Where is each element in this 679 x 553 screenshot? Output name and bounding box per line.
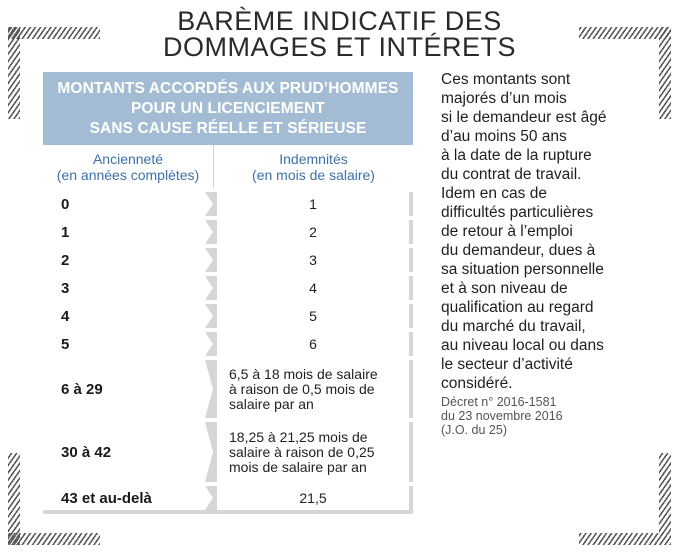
note-line: à la date de la rupture (441, 147, 592, 164)
title-line-2: DOMMAGES ET INTÉRETS (162, 32, 517, 62)
indemnity-cell (217, 422, 409, 482)
seniority-value: 0 (61, 195, 70, 213)
table-header-line-3: SANS CAUSE RÉELLE ET SÉRIEUSE (89, 119, 367, 137)
note-line: majorés d’un mois (441, 90, 567, 107)
column-header-seniority-line-2: (en années complètes) (56, 166, 200, 183)
decree-line: (J.O. du 25) (441, 423, 507, 437)
indemnity-cell: 21,5 (217, 486, 409, 510)
page-title (0, 8, 679, 60)
seniority-cell (43, 360, 213, 418)
seniority-value: 4 (61, 307, 70, 325)
table-row (43, 216, 413, 244)
seniority-cell (43, 192, 213, 216)
indemnity-cell: 4 (217, 276, 409, 300)
explanatory-note (441, 70, 641, 393)
seniority-value: 30 à 42 (61, 443, 112, 461)
column-header-indemnity-line-1: Indemnités (279, 150, 348, 167)
indemnity-cell: 5 (217, 304, 409, 328)
seniority-cell (43, 422, 213, 482)
table-row (43, 418, 413, 482)
indemnity-cell: 2 (217, 220, 409, 244)
note-line: considéré. (441, 375, 513, 392)
indemnity-line: 6,5 à 18 mois de salaire (229, 365, 378, 382)
note-line: de retour à l’emploi (441, 223, 573, 240)
indemnity-cell: 1 (217, 192, 409, 216)
seniority-value: 1 (61, 223, 70, 241)
indemnity-line: mois de salaire par an (229, 458, 367, 475)
table-row (43, 244, 413, 272)
corner-hatch-bottom-right-v (659, 453, 671, 545)
seniority-value: 43 et au-delà (61, 489, 152, 507)
table-row (43, 356, 413, 418)
seniority-cell (43, 248, 213, 272)
seniority-value: 2 (61, 251, 70, 269)
table-row (43, 482, 413, 514)
corner-hatch-bottom-left-h (8, 533, 100, 545)
note-line: du marché du travail, (441, 318, 586, 335)
note-line: Ces montants sont (441, 71, 571, 88)
table-header-line-2: POUR UN LICENCIEMENT (130, 99, 326, 117)
note-line: qualification au regard (441, 299, 594, 316)
note-line: le secteur d’activité (441, 356, 573, 373)
note-line: au niveau local ou dans (441, 337, 604, 354)
indemnity-line: à raison de 0,5 mois de (229, 380, 375, 397)
corner-hatch-bottom-left-v (8, 453, 20, 545)
note-line: du demandeur, dues à (441, 242, 596, 259)
seniority-cell (43, 304, 213, 328)
indemnity-line: salaire à raison de 0,25 (229, 443, 375, 460)
column-header-indemnity (214, 145, 413, 188)
title-line-1: BARÈME INDICATIF DES (177, 6, 502, 36)
table-row (43, 328, 413, 356)
indemnity-line: salaire par an (229, 395, 314, 412)
note-line: difficultés particulières (441, 204, 594, 221)
indemnity-table (43, 72, 413, 514)
note-line: du contrat de travail. (441, 166, 582, 183)
seniority-value: 6 à 29 (61, 380, 103, 398)
indemnity-cell: 3 (217, 248, 409, 272)
note-line: sa situation personnelle (441, 261, 604, 278)
table-header (43, 72, 413, 145)
seniority-cell (43, 276, 213, 300)
corner-hatch-bottom-right-h (579, 533, 671, 545)
column-headers (43, 145, 413, 188)
seniority-value: 5 (61, 335, 70, 353)
table-row (43, 272, 413, 300)
decree-line: du 23 novembre 2016 (441, 409, 563, 423)
note-line: d’au moins 50 ans (441, 128, 567, 145)
table-header-line-1: MONTANTS ACCORDÉS AUX PRUD’HOMMES (57, 79, 399, 97)
seniority-cell (43, 486, 213, 510)
note-line: Idem en cas de (441, 185, 547, 202)
indemnity-cell (217, 360, 409, 418)
indemnity-line: 18,25 à 21,25 mois de (229, 428, 368, 445)
seniority-cell (43, 332, 213, 356)
decree-reference (441, 395, 641, 437)
seniority-cell (43, 220, 213, 244)
seniority-value: 3 (61, 279, 70, 297)
table-row (43, 188, 413, 216)
column-header-seniority-line-1: Ancienneté (92, 150, 164, 167)
column-header-seniority (43, 145, 214, 188)
note-line: si le demandeur est âgé (441, 109, 607, 126)
table-row (43, 300, 413, 328)
decree-line: Décret n° 2016-1581 (441, 395, 557, 409)
indemnity-cell: 6 (217, 332, 409, 356)
column-header-indemnity-line-2: (en mois de salaire) (252, 166, 375, 183)
note-line: et à son niveau de (441, 280, 568, 297)
